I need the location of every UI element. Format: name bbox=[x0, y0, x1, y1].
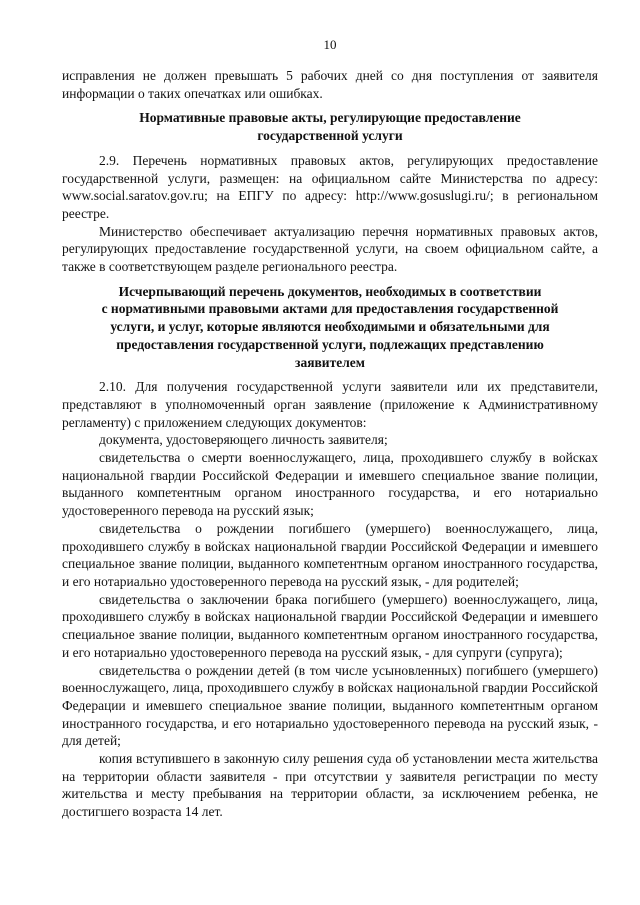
list-item-marriage-certificate: свидетельства о заключении брака погибшего (умершего) военнослужащего, лица, проходившего службу в войсках национальной гвардии Российской Федерации и имевшего специальное звание полиции, выданного компетентным органом иностранного государства, и его нотариально удостоверенного перевода на русский язык, - для супруги (супруга); bbox=[62, 591, 598, 660]
paragraph-2-10: 2.10. Для получения государственной услуги заявители или их представители, представляют в уполномоченный орган заявление (приложение к Административному регламенту) с приложением следующих документов: bbox=[62, 379, 598, 430]
continuation-paragraph: исправления не должен превышать 5 рабочих дней со дня поступления от заявителя информации о таких опечатках или ошибках. bbox=[62, 68, 598, 101]
page-number: 10 bbox=[323, 37, 337, 52]
list-item-children-birth-certificates: свидетельства о рождении детей (в том числе усыновленных) погибшего (умершего) военнослужащего, лица, проходившего службу в войсках национальной гвардии Российской Федерации и имевшего специальное звание полиции, выданного компетентным органом иностранного государства, и его нотариально удостоверенного перевода на русский язык, - для детей; bbox=[62, 662, 598, 749]
paragraph-actualization: Министерство обеспечивает актуализацию перечня нормативных правовых актов, регулирующих предоставление государственной услуги, на своем официальном сайте, а также в соответствующем разделе регионального реестра. bbox=[62, 223, 598, 275]
heading-line: услуги, и услуг, которые являются необходимыми и обязательными для bbox=[110, 319, 550, 335]
section-heading-documents-list bbox=[62, 283, 598, 372]
list-item-identity-document: документа, удостоверяющего личность заявителя; bbox=[99, 432, 388, 448]
heading-line: с нормативными правовыми актами для предоставления государственной bbox=[101, 301, 559, 317]
list-item-death-certificate: свидетельства о смерти военнослужащего, лица, проходившего службу в войсках национальной гвардии Российской Федерации и имевшего специальное звание полиции, выданного компетентным органом иностранного государства, и его нотариально удостоверенного перевода на русский язык; bbox=[62, 450, 598, 519]
section-heading-normative-acts bbox=[62, 109, 598, 144]
heading-line: государственной услуги bbox=[257, 128, 403, 144]
paragraph-2-9: 2.9. Перечень нормативных правовых актов, регулирующих предоставление государственной услуги, размещен: на официальном сайте Министерства по адресу: www.social.saratov.gov.ru; на ЕПГУ по адресу: http://www.gosuslugi.ru/; в региональном реестре. bbox=[62, 152, 598, 221]
heading-line: заявителем bbox=[295, 354, 365, 370]
list-item-birth-certificate-parents: свидетельства о рождении погибшего (умершего) военнослужащего, лица, проходившего службу в войсках национальной гвардии Российской Федерации и имевшего специальное звание полиции, выданного компетентным органом иностранного государства, и его нотариально удостоверенного перевода на русский язык, - для родителей; bbox=[62, 520, 598, 589]
list-item-court-decision: копия вступившего в законную силу решения суда об установлении места жительства на территории области заявителя - при отсутствии у заявителя регистрации по месту жительства и месту пребывания на территории области, за исключением ребенка, не достигшего возраста 14 лет. bbox=[62, 751, 598, 820]
heading-line: предоставления государственной услуги, подлежащих представлению bbox=[116, 336, 544, 352]
heading-line: Нормативные правовые акты, регулирующие предоставление bbox=[139, 110, 521, 126]
heading-line: Исчерпывающий перечень документов, необходимых в соответствии bbox=[118, 283, 542, 299]
